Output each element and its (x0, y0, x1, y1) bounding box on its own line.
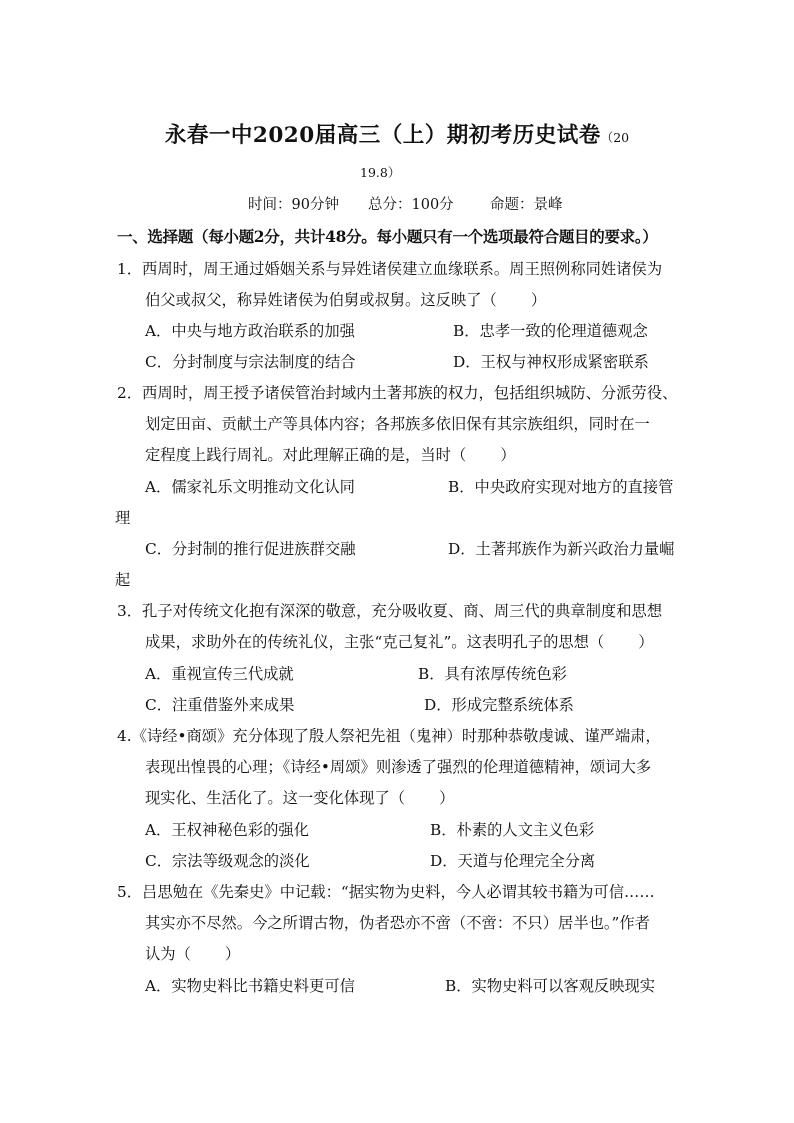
title-main: 永春一中2020届高三（上）期初考历史试卷 (164, 123, 601, 148)
q3-option-a: A．重视宣传三代成就 (145, 665, 294, 683)
section-heading: 一、选择题（每小题2分，共计48分。每小题只有一个选项最符合题目的要求。） (117, 227, 658, 246)
q5-option-b: B．实物史料可以客观反映现实 (445, 977, 656, 995)
q2-line3: 定程度上践行周礼。对此理解正确的是，当时（ ） (145, 446, 516, 464)
q3-option-b: B．具有浓厚传统色彩 (418, 665, 567, 683)
q2-option-a: A．儒家礼乐文明推动文化认同 (145, 478, 355, 496)
q3-option-d: D．形成完整系统体系 (424, 696, 574, 714)
q5-option-a: A．实物史料比书籍史料更可信 (145, 977, 355, 995)
title-tail: （20 (600, 130, 630, 145)
q1-line2: 伯父或叔父，称异姓诸侯为伯舅或叔舅。这反映了（ ） (145, 291, 547, 309)
title-date: 19.8） (360, 165, 401, 180)
q2-option-c: C．分封制的推行促进族群交融 (145, 540, 356, 558)
q3-option-c: C．注重借鉴外来成果 (145, 696, 295, 714)
exam-score: 总分：100分 (368, 197, 454, 213)
q1-option-a: A．中央与地方政治联系的加强 (145, 322, 355, 340)
q4-option-d: D．天道与伦理完全分离 (430, 852, 596, 870)
q2-option-b: B．中央政府实现对地方的直接管 (448, 478, 674, 496)
q2-line2: 划定田亩、贡献土产等具体内容；各邦族多依旧保有其宗族组织，同时在一 (145, 415, 650, 433)
exam-meta (248, 193, 563, 214)
q1-option-c: C．分封制度与宗法制度的结合 (145, 353, 356, 371)
q4-option-a: A．王权神秘色彩的强化 (145, 821, 310, 839)
q4-line2: 表现出惶畏的心理；《诗经•周颂》则渗透了强烈的伦理道德精神，颂词大多 (145, 758, 652, 776)
q1-line1: 1．西周时，周王通过婚姻关系与异姓诸侯建立血缘联系。周王照例称同姓诸侯为 (117, 260, 663, 278)
q2-option-b-wrap: 理 (115, 509, 131, 527)
q4-line3: 现实化、生活化了。这一变化体现了（ ） (145, 789, 455, 807)
q5-line1: 5．吕思勉在《先秦史》中记载：“据实物为史料，今人必谓其较书籍为可信…… (117, 883, 655, 901)
q2-option-d-wrap: 起 (115, 571, 131, 589)
q1-option-b: B．忠孝一致的伦理道德观念 (453, 322, 648, 340)
q4-option-c: C．宗法等级观念的淡化 (145, 852, 310, 870)
q3-line2: 成果，求助外在的传统礼仪，主张“克己复礼”。这表明孔子的思想（ ） (145, 633, 654, 651)
q4-option-b: B．朴素的人文主义色彩 (430, 821, 595, 839)
q1-option-d: D．王权与神权形成紧密联系 (453, 353, 649, 371)
exam-title (0, 118, 794, 149)
exam-author: 命题：景峰 (490, 197, 563, 213)
q3-line1: 3．孔子对传统文化抱有深深的敬意，充分吸收夏、商、周三代的典章制度和思想 (117, 602, 663, 620)
q5-line3: 认为（ ） (145, 945, 241, 963)
q5-line2: 其实亦不尽然。今之所谓古物，伪者恐亦不啻（不啻：不只）居半也。”作者 (145, 914, 650, 932)
q2-option-d: D．土著邦族作为新兴政治力量崛 (448, 540, 675, 558)
q4-line1: 4.《诗经•商颂》充分体现了殷人祭祀先祖（鬼神）时那种恭敬虔诚、谨严端肃， (117, 727, 661, 745)
q2-line1: 2．西周时，周王授予诸侯管治封域内土著邦族的权力，包括组织城防、分派劳役、 (117, 384, 678, 402)
exam-time: 时间：90分钟 (248, 197, 339, 213)
